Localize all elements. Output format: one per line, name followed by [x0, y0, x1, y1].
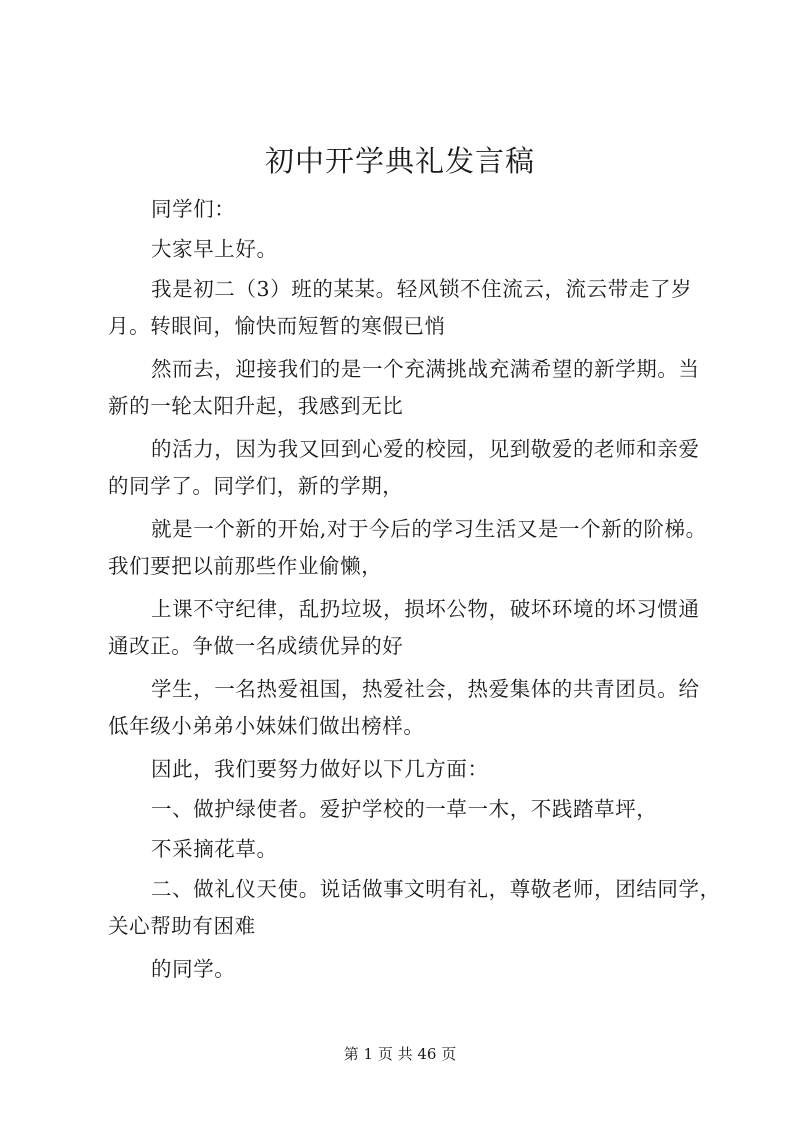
text-line: 通改正。争做一名成绩优异的好 [108, 634, 404, 658]
text-line: 一、做护绿使者。爱护学校的一草一木，不践踏草坪， [151, 797, 658, 821]
text-line: 的同学了。同学们，新的学期， [108, 474, 404, 498]
document-title: 初中开学典礼发言稿 [264, 144, 535, 178]
text-line: 同学们： [151, 197, 236, 221]
text-line: 因此，我们要努力做好以下几方面： [151, 757, 489, 781]
text-line: 月。转眼间，愉快而短暂的寒假已悄 [108, 314, 446, 338]
page-number: 第 1 页 共 46 页 [343, 1045, 457, 1063]
text-line: 然而去，迎接我们的是一个充满挑战充满希望的新学期。当 [151, 357, 700, 381]
text-line: 不采摘花草。 [151, 837, 278, 861]
text-line: 二、做礼仪天使。说话做事文明有礼，尊敬老师，团结同学， [151, 877, 721, 901]
text-line: 低年级小弟弟小妹妹们做出榜样。 [108, 714, 425, 738]
text-line: 新的一轮太阳升起，我感到无比 [108, 394, 404, 418]
text-line: 关心帮助有困难 [108, 914, 256, 938]
text-line: 上课不守纪律，乱扔垃圾，损坏公物，破坏环境的坏习惯通 [151, 597, 700, 621]
text-line: 的同学。 [151, 957, 236, 981]
text-line: 大家早上好。 [151, 237, 278, 261]
text-line: 就是一个新的开始,对于今后的学习生活又是一个新的阶梯。 [151, 517, 707, 541]
text-line: 的活力，因为我又回到心爱的校园，见到敬爱的老师和亲爱 [151, 437, 700, 461]
text-line: 我们要把以前那些作业偷懒， [108, 554, 383, 578]
text-line: 学生，一名热爱祖国，热爱社会，热爱集体的共青团员。给 [151, 677, 700, 701]
text-line: 我是初二（3）班的某某。轻风锁不住流云，流云带走了岁 [151, 277, 693, 301]
